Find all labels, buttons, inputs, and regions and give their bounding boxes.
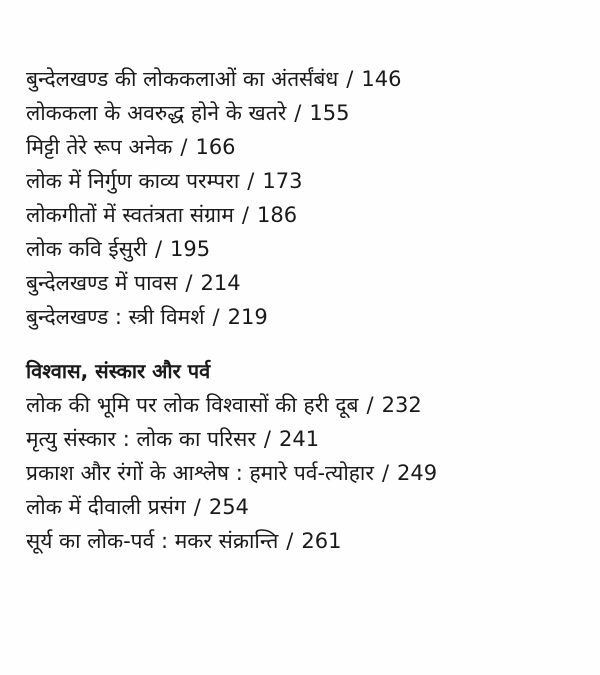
entry-page-number: 241	[279, 427, 320, 451]
toc-entry	[26, 456, 586, 490]
entry-separator: /	[346, 67, 354, 91]
toc-entry	[26, 62, 586, 96]
entry-title: लोक की भूमि पर लोक विश्वासों की हरी दूब	[26, 393, 359, 417]
entry-title: लोकगीतों में स्वतंत्रता संग्राम	[26, 203, 234, 227]
entry-page-number: 249	[397, 461, 438, 485]
entry-page-number: 254	[208, 495, 249, 519]
entry-page-number: 155	[309, 101, 350, 125]
entry-title: लोक में दीवाली प्रसंग	[26, 495, 186, 519]
toc-entry	[26, 130, 586, 164]
entry-separator: /	[212, 305, 220, 329]
entry-separator: /	[241, 203, 249, 227]
entry-separator: /	[294, 101, 302, 125]
entry-title: बुन्देलखण्ड की लोककलाओं का अंतर्संबंध	[26, 67, 339, 91]
entry-title: मृत्यु संस्कार : लोक का परिसर	[26, 427, 256, 451]
toc-entry	[26, 198, 586, 232]
entry-separator: /	[381, 461, 390, 485]
entry-separator: /	[247, 169, 255, 193]
entry-page-number: 232	[381, 393, 422, 417]
toc-entry	[26, 524, 586, 558]
toc-entry	[26, 232, 586, 266]
entry-title: सूर्य का लोक-पर्व : मकर संक्रान्ति	[26, 529, 279, 553]
toc-entry	[26, 388, 586, 422]
entry-separator: /	[263, 427, 271, 451]
entry-page-number: 195	[170, 237, 211, 261]
toc-entry	[26, 266, 586, 300]
entry-page-number: 186	[257, 203, 298, 227]
entry-title: बुन्देलखण्ड में पावस	[26, 271, 178, 295]
entry-separator: /	[366, 393, 374, 417]
toc-entry	[26, 96, 586, 130]
entry-title: प्रकाश और रंगों के आश्लेष : हमारे पर्व-त्योहार	[26, 461, 374, 485]
entry-title: लोक में निर्गुण काव्य परम्परा	[26, 169, 240, 193]
entry-title: मिट्टी तेरे रूप अनेक	[26, 135, 173, 159]
entry-title: लोक कवि ईसुरी	[26, 237, 147, 261]
toc-entry	[26, 490, 586, 524]
entry-page-number: 214	[200, 271, 241, 295]
entry-page-number: 166	[195, 135, 236, 159]
entry-page-number: 146	[361, 67, 402, 91]
entry-title: लोककला के अवरुद्ध होने के खतरे	[26, 101, 287, 125]
entry-separator: /	[193, 495, 201, 519]
entry-separator: /	[154, 237, 163, 261]
entry-separator: /	[286, 529, 294, 553]
entry-page-number: 219	[227, 305, 268, 329]
toc-entry	[26, 300, 586, 334]
entry-separator: /	[185, 271, 193, 295]
section-heading: विश्वास, संस्कार और पर्व	[26, 359, 211, 383]
entry-page-number: 173	[262, 169, 303, 193]
entry-title: बुन्देलखण्ड : स्त्री विमर्श	[26, 305, 205, 329]
entry-page-number: 261	[301, 529, 342, 553]
table-of-contents	[26, 62, 586, 558]
toc-entry	[26, 164, 586, 198]
toc-entry	[26, 422, 586, 456]
entry-separator: /	[180, 135, 188, 159]
